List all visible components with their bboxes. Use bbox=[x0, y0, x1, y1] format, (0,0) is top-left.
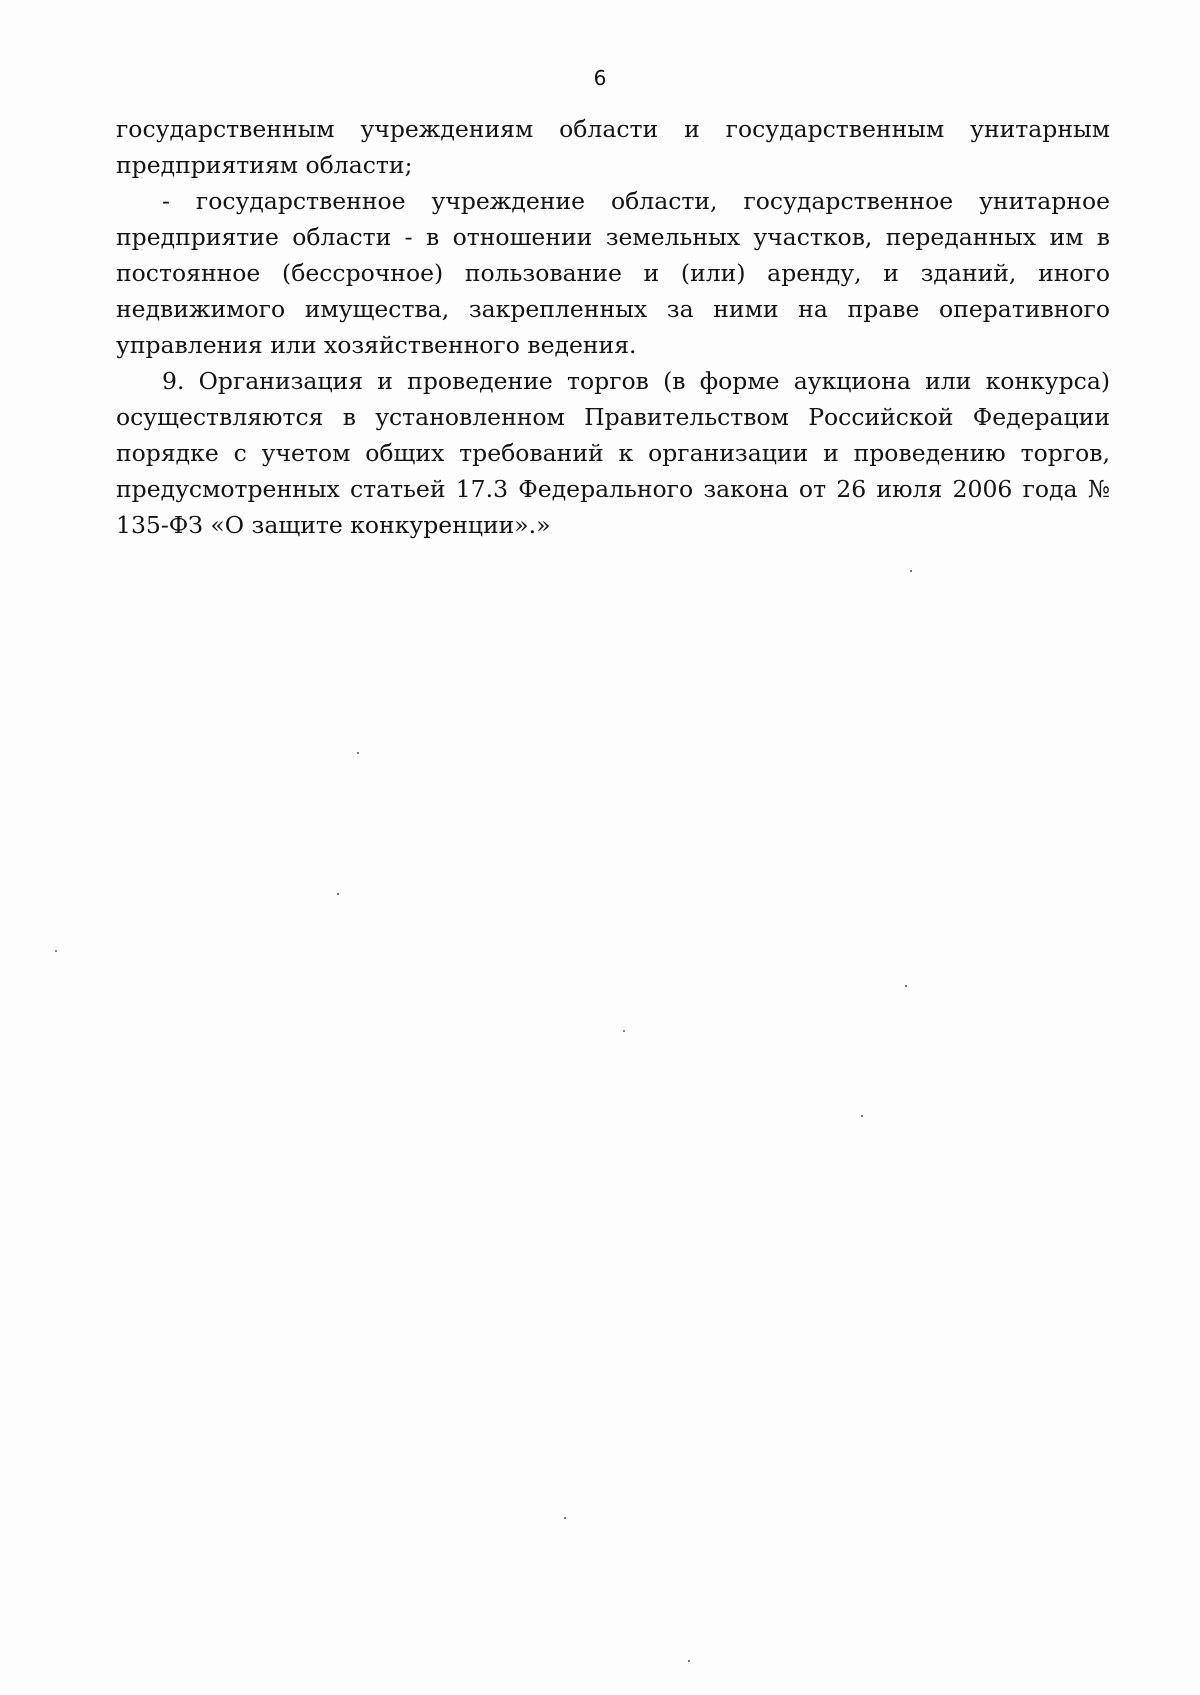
scan-speck bbox=[623, 1030, 625, 1032]
scan-speck bbox=[910, 570, 912, 572]
scan-speck bbox=[337, 893, 339, 895]
scan-speck bbox=[905, 985, 907, 987]
scan-speck bbox=[55, 950, 57, 952]
paragraph-list-item: - государственное учреждение области, государственное унитарное предприятие области - в отношении земельных участков, переданных им в постоянное (бессрочное) пользование и (или) аренду, и зданий, иного недвижимого имущества, закрепленных за ними на праве оперативного управления или хозяйственного ведения. bbox=[116, 187, 1110, 359]
scan-speck bbox=[688, 1660, 690, 1662]
paragraph-continuation: государственным учреждениям области и государственным унитарным предприятиям области; bbox=[116, 115, 1110, 179]
document-body bbox=[116, 111, 1110, 543]
page-number: 6 bbox=[593, 66, 607, 90]
scan-speck bbox=[357, 752, 359, 754]
scan-speck bbox=[861, 1115, 863, 1117]
scan-speck bbox=[564, 1517, 566, 1519]
paragraph-item-9: 9. Организация и проведение торгов (в форме аукциона или конкурса) осуществляются в установленном Правительством Российской Федерации порядке с учетом общих требований к организации и проведению торгов, предусмотренных статьей 17.3 Федерального закона от 26 июля 2006 года № 135-ФЗ «О защите конкуренции».» bbox=[116, 367, 1110, 539]
